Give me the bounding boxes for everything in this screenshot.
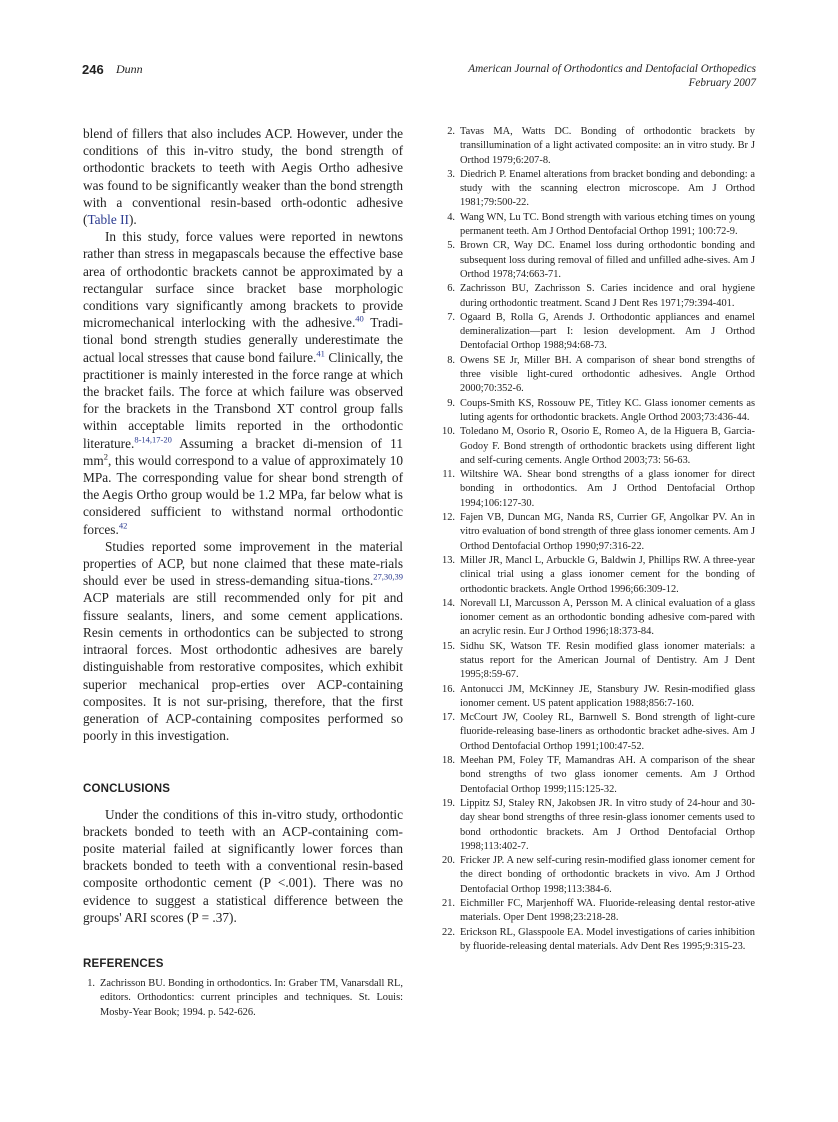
reference-item: 10. Toledano M, Osorio R, Osorio E, Romeo A, de la Higuera B, Garcia-Godoy F. Bond strength of orthodontic brackets using different light and self-curing cements. Angle Orthod 2003;73: 56-63. <box>442 426 755 466</box>
reference-item: 21. Eichmiller FC, Marjenhoff WA. Fluoride-releasing dental restor-ative materials. Oper Dent 1998;23:218-28. <box>442 898 755 924</box>
journal-name: American Journal of Orthodontics and Dentofacial Orthopedics <box>468 63 756 75</box>
body-paragraph-2: In this study, force values were reported in newtons rather than stress in megapascals because the effective base area of orthodontic brackets cannot be approximated by a rectangular surface since bracket base morphologic conditions vary significantly among brackets to provide micromechanical interlocking with the adhesive.$^{40}$ Tradi-tional bond strength studies generally underestimate the actual local stresses that cause bond failure.$^{41}$ Clinically, the practitioner is mainly interested in the force range at which the bracket fails. The force at which failure was observed for the brackets in the Transbond XT control group falls within acceptable limits reported in the orthodontic literature.$^{8-14,17-20}$ Assuming a bracket di-mension of 11 $mm^2$, this would correspond to a value of approximately 10 MPa. The corresponding value for shear bond strength of the Aegis Ortho group would be 1.2 MPa, far below what is considered sufficient to withstand normal orthodontic forces.$^{42}$ <box>83 229 403 537</box>
reference-item: 9. Coups-Smith KS, Rossouw PE, Titley KC. Glass ionomer cements as luting agents for orthodontic brackets. Angle Orthod 2003;73:436-44. <box>447 397 755 423</box>
citation-link[interactable]: 41 <box>316 348 325 359</box>
reference-item: 8. Owens SE Jr, Miller BH. A comparison of shear bond strengths of three visible light-cured orthodontic adhesives. Angle Orthod 2000;70:352-6. <box>447 354 755 395</box>
reference-item: 3. Diedrich P. Enamel alterations from bracket bonding and debonding: a study with the scanning electron microscope. Am J Orthod 1981;79:500-22. <box>447 168 755 209</box>
citation-link[interactable]: 40 <box>355 313 364 324</box>
citation-link[interactable]: 8-14,17-20 <box>134 434 172 445</box>
reference-item: 19. Lippitz SJ, Staley RN, Jakobsen JR. In vitro study of 24-hour and 30-day shear bond strengths of three resin-glass ionomer cements used to bond orthodontic brackets. Am J Orthod Dentofacial Orthop 1998;113:402-7. <box>442 797 755 852</box>
body-paragraph-3: Studies reported some improvement in the material properties of ACP, but none claimed that these mate-rials should ever be used in stress-demanding situa-tions.$^{27,30,39}$ ACP materials are still recommended only for pit and fissure sealants, liners, and some cement applications. Resin cements in orthodontics can be subjected to strong intraoral forces. Most orthodontic adhesives are barely distinguishable from restorative composites, which exhibit superior mechanical prop-erties over ACP-containing composites. It is not sur-prising, therefore, that the first generation of ACP-containing composites performed so poorly in this investigation. <box>83 538 403 744</box>
citation-link[interactable]: 42 <box>118 520 128 531</box>
references-heading: REFERENCES <box>83 957 164 970</box>
table-ii-link[interactable]: Table II <box>87 212 129 228</box>
reference-item: 14. Norevall LI, Marcusson A, Persson M. A clinical evaluation of a glass ionomer cement as an orthodontic bonding adhesive com-pared with an acrylic resin. Eur J Orthod 1996;18:373-84. <box>442 597 755 638</box>
running-header <box>82 62 756 96</box>
citation-link[interactable]: 27,30,39 <box>373 571 403 582</box>
issue-date: February 2007 <box>688 77 756 89</box>
reference-item: 13. Miller JR, Mancl L, Arbuckle G, Baldwin J, Phillips RW. A three-year clinical trial using a glass ionomer cement for the bonding of orthodontic brackets. Angle Orthod 1996;66:309-12. <box>442 554 755 595</box>
superscript-exponent: 2 <box>103 451 108 462</box>
running-author: Dunn <box>116 62 143 76</box>
conclusions-paragraph: Under the conditions of this in-vitro study, orthodontic brackets bonded to teeth with an ACP-containing com-posite material failed at significantly lower forces than brackets bonded to teeth with a conventional resin-based composite orthodontic cement (P <.001). There was no evidence to suggest a statistical difference between the groups' ARI scores (P = .37). <box>83 806 403 925</box>
reference-item: 1. Zachrisson BU. Bonding in orthodontics. In: Graber TM, Vanarsdall RL, editors. Orthodontics: current principles and techniques. St. Louis: Mosby-Year Book; 1994. p. 542-626. <box>87 978 403 1018</box>
reference-item: 5. Brown CR, Way DC. Enamel loss during orthodontic bonding and subsequent loss during removal of filled and unfilled adhe-sives. Am J Orthod 1978;74:663-71. <box>447 240 755 280</box>
right-column <box>437 125 755 954</box>
conclusions-heading: CONCLUSIONS <box>83 783 171 796</box>
reference-item: 20. Fricker JP. A new self-curing resin-modified glass ionomer cement for the direct bonding of orthodontic brackets in vivo. Am J Orthod Dentofacial Orthop 1998;113:384-6. <box>442 855 755 895</box>
journal-title <box>468 62 756 90</box>
reference-item: 11. Wiltshire WA. Shear bond strengths of a glass ionomer for direct bonding in orthodontics. Am J Orthod Dentofacial Orthop 1994;106:127-30. <box>442 469 755 509</box>
page-number: 246 <box>82 62 104 77</box>
reference-item: 7. Ogaard B, Rolla G, Arends J. Orthodontic appliances and enamel demineralization—part I: lesion development. Am J Orthod Dentofacial Orthop 1988;94:68-73. <box>447 311 755 352</box>
reference-item: 15. Sidhu SK, Watson TF. Resin modified glass ionomer materials: a status report for the American Journal of Dentistry. Am J Dent 1995;8:59-67. <box>442 640 755 681</box>
reference-item: 17. McCourt JW, Cooley RL, Barnwell S. Bond strength of light-cure fluoride-releasing base-liners as orthodontic bracket adhe-sives. Am J Orthod Dentofacial Orthop 1991;100:47-52. <box>442 712 755 752</box>
reference-item: 16. Antonucci JM, McKinney JE, Stansbury JW. Resin-modified glass ionomer cement. US patent application 1988;856:7-160. <box>442 683 755 709</box>
reference-item: 4. Wang WN, Lu TC. Bond strength with various etching times on young permanent teeth. Am J Orthod Dentofacial Orthop 1991; 100:72-9. <box>447 211 755 238</box>
reference-item: 22. Erickson RL, Glasspoole EA. Model investigations of caries inhibition by fluoride-releasing dental materials. Adv Dent Res 1995;9:315-23. <box>442 926 755 952</box>
body-paragraph-1: blend of fillers that also includes ACP. However, under the conditions of this in-vitro study, the bond strength of orthodontic brackets to teeth with Aegis Ortho adhesive was found to be significantly weaker than the bond strength with a conventional resin-based orth-odontic adhesive (Table II). <box>83 126 403 228</box>
reference-item: 2. Tavas MA, Watts DC. Bonding of orthodontic brackets by transillumination of a light activated composite: an in vitro study. Br J Orthod 1979;6:207-8. <box>447 126 755 166</box>
left-column <box>83 125 403 1020</box>
reference-item: 18. Meehan PM, Foley TF, Mamandras AH. A comparison of the shear bond strengths of two glass ionomer cements. Am J Orthod Dentofacial Orthop 1999;115:125-32. <box>442 755 755 795</box>
reference-item: 6. Zachrisson BU, Zachrisson S. Caries incidence and oral hygiene during orthodontic treatment. Scand J Dent Res 1971;79:394-401. <box>447 283 755 309</box>
reference-item: 12. Fajen VB, Duncan MG, Nanda RS, Currier GF, Angolkar PV. An in vitro evaluation of bond strength of three glass ionomer cements. Am J Orthod Dentofacial Orthop 1990;97:316-22. <box>442 512 755 552</box>
